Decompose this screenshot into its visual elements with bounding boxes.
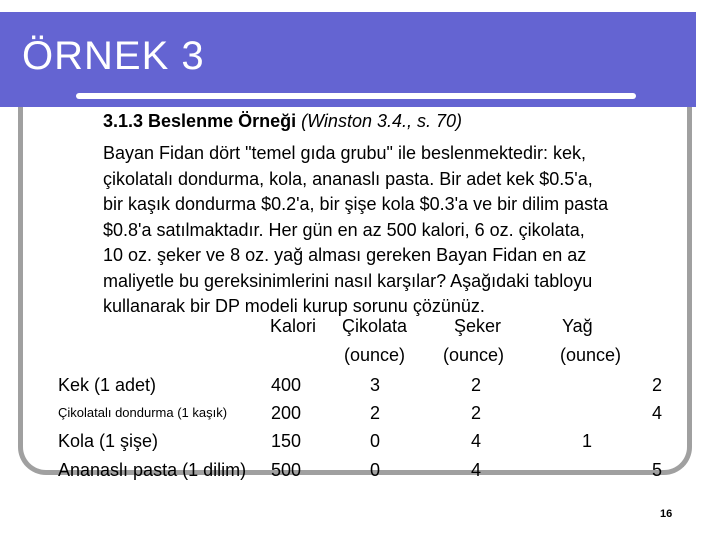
text-line: maliyetle bu gereksinimlerini nasıl karşılar? Aşağıdaki tabloyu: [103, 270, 593, 291]
cell-yag: 2: [652, 375, 663, 395]
cell-seker: 2: [471, 403, 482, 423]
row-name: Kola (1 şişe): [58, 431, 159, 451]
section-heading-bold: 3.1.3 Beslenme Örneği: [103, 111, 297, 131]
problem-text: [103, 141, 663, 320]
title-underline: [76, 93, 636, 99]
text-line: kullanarak bir DP modeli kurup sorunu çözünüz.: [103, 296, 485, 316]
cell-yag: 1: [582, 431, 593, 451]
section-heading: [103, 111, 462, 132]
section-heading-citation: (Winston 3.4., s. 70): [301, 111, 463, 131]
cell-seker: 4: [471, 431, 482, 451]
cell-kalori: 150: [271, 431, 302, 451]
slide-title: ÖRNEK 3: [22, 34, 205, 78]
unit-cikolata: (ounce): [344, 345, 406, 365]
header-cikolata: Çikolata: [342, 316, 408, 336]
cell-cikolata: 0: [370, 460, 381, 480]
cell-kalori: 400: [271, 375, 302, 395]
cell-cikolata: 2: [370, 403, 381, 423]
cell-yag: 5: [652, 460, 663, 480]
page-number: 16: [660, 508, 673, 520]
unit-seker: (ounce): [443, 345, 505, 365]
cell-kalori: 200: [271, 403, 302, 423]
header-seker: Şeker: [454, 316, 502, 336]
row-name: Ananaslı pasta (1 dilim): [58, 460, 247, 480]
text-line: bir kaşık dondurma $0.2'a, bir şişe kola $0.3'a ve bir dilim pasta: [103, 194, 609, 214]
unit-yag: (ounce): [560, 345, 622, 365]
header-kalori: Kalori: [270, 316, 317, 336]
header-yag: Yağ: [562, 316, 593, 336]
text-line: çikolatalı dondurma, kola, ananaslı pasta. Bir adet kek $0.5'a,: [103, 168, 593, 189]
text-line: $0.8'a satılmaktadır. Her gün en az 500 kalori, 6 oz. çikolata,: [103, 219, 585, 240]
cell-yag: 4: [652, 403, 663, 423]
text-line: Bayan Fidan dört "temel gıda grubu" ile beslenmektedir: kek,: [103, 143, 587, 163]
cell-kalori: 500: [271, 460, 302, 480]
row-name: Çikolatalı dondurma (1 kaşık): [58, 405, 228, 420]
row-name: Kek (1 adet): [58, 375, 157, 395]
text-line: 10 oz. şeker ve 8 oz. yağ alması gereken Bayan Fidan en az: [103, 245, 587, 265]
cell-cikolata: 3: [370, 375, 381, 395]
cell-seker: 2: [471, 375, 482, 395]
cell-cikolata: 0: [370, 431, 381, 451]
cell-seker: 4: [471, 460, 482, 480]
